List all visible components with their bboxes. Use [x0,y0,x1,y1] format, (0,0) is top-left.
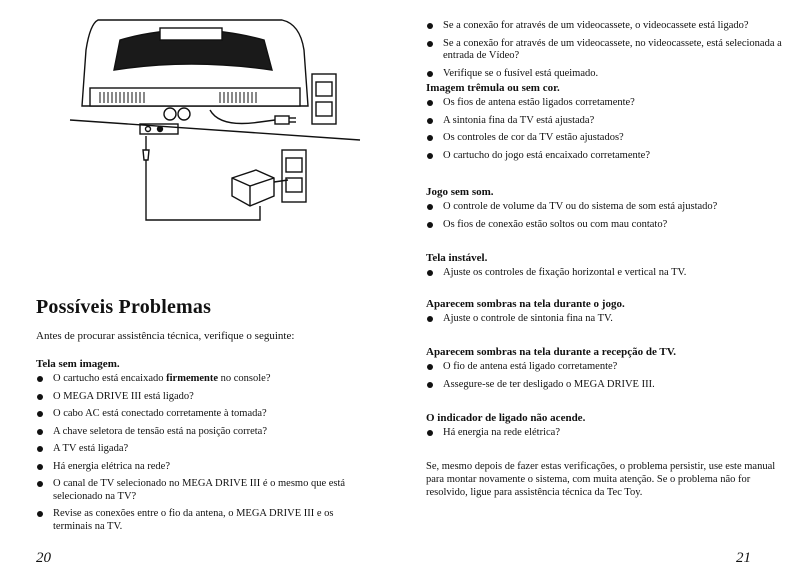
list-item: Assegure-se de ter desligado o MEGA DRIVE III. [426,379,786,392]
section-shadows-tv [426,346,786,396]
console-connection-illustration [60,10,380,245]
list-item: A chave seletora de tensão está na posição correta? [36,426,366,439]
bullet-icon [427,41,433,47]
bullet-icon [37,464,43,470]
list-item: O canal de TV selecionado no MEGA DRIVE III é o mesmo que está selecionado na TV? [36,478,366,503]
bullet-icon [427,118,433,124]
section-title: Tela instável. [426,252,488,264]
list-item: Verifique se o fusível está queimado. [426,68,786,81]
closing-paragraph-block [426,460,786,499]
bullet-icon [427,382,433,388]
bullet-icon [427,71,433,77]
list-item: A sintonia fina da TV está ajustada? [426,115,786,128]
bullet-icon [427,430,433,436]
section-no-image [36,358,366,538]
bullet-icon [427,270,433,276]
list-item: O cabo AC está conectado corretamente à tomada? [36,408,366,421]
list-item: Se a conexão for através de um videocassete, no videocassete, está selecionada a entrada de Vídeo? [426,38,786,63]
bullet-icon [37,411,43,417]
list-item: A TV está ligada? [36,443,366,456]
section-unstable [426,252,786,285]
list-item: O controle de volume da TV ou do sistema de som está ajustado? [426,201,786,214]
section-title: Tela sem imagem. [36,358,120,370]
list-item: O fio de antena está ligado corretamente? [426,361,786,374]
list-item: Os fios de conexão estão soltos ou com mau contato? [426,219,786,232]
intro-text: Antes de procurar assistência técnica, verifique o seguinte: [36,330,295,342]
checklist [36,373,366,533]
list-item: Se a conexão for através de um videocassete, o videocassete está ligado? [426,20,786,33]
section-power-indicator [426,412,786,445]
list-item: Ajuste os controles de fixação horizontal e vertical na TV. [426,267,786,280]
top-checklist [426,20,786,81]
closing-paragraph: Se, mesmo depois de fazer estas verificações, o problema persistir, use este manual para montar novamente o sistema, com muita atenção. Se o problema não for resolvido, ligue para assistência técnica da Tec Toy. [426,461,776,498]
section-flicker [426,82,786,167]
bullet-icon [37,481,43,487]
list-item: O MEGA DRIVE III está ligado? [36,391,366,404]
list-item: O cartucho do jogo está encaixado corretamente? [426,150,786,163]
bullet-icon [37,429,43,435]
section-title: Jogo sem som. [426,186,494,198]
section-title: O indicador de ligado não acende. [426,412,586,424]
section-title: Imagem trêmula ou sem cor. [426,82,560,94]
list-item: Os fios de antena estão ligados corretamente? [426,97,786,110]
bullet-icon [427,364,433,370]
bullet-icon [37,394,43,400]
bullet-icon [37,376,43,382]
bullet-icon [427,100,433,106]
list-item: Há energia elétrica na rede? [36,461,366,474]
ac-adapter [232,170,274,206]
bullet-icon [427,316,433,322]
page-heading: Possíveis Problemas [36,296,212,318]
section-title: Aparecem sombras na tela durante a recepção de TV. [426,346,677,358]
list-item: O cartucho está encaixado firmemente no console? [36,373,366,386]
list-item: Os controles de cor da TV estão ajustados? [426,132,786,145]
section-title: Aparecem sombras na tela durante o jogo. [426,298,625,310]
list-item: Revise as conexões entre o fio da antena, o MEGA DRIVE III e os terminais na TV. [36,508,366,533]
bullet-icon [427,222,433,228]
right-page [400,0,800,585]
page-number: 20 [36,550,51,566]
section-shadows-game [426,298,786,331]
bullet-icon [427,204,433,210]
bullet-icon [427,153,433,159]
list-item: Ajuste o controle de sintonia fina na TV. [426,313,786,326]
bullet-icon [427,23,433,29]
list-item: Há energia na rede elétrica? [426,427,786,440]
section-no-sound [426,186,786,236]
page-number: 21 [736,550,751,566]
bullet-icon [37,446,43,452]
bullet-icon [37,511,43,517]
bullet-icon [427,135,433,141]
